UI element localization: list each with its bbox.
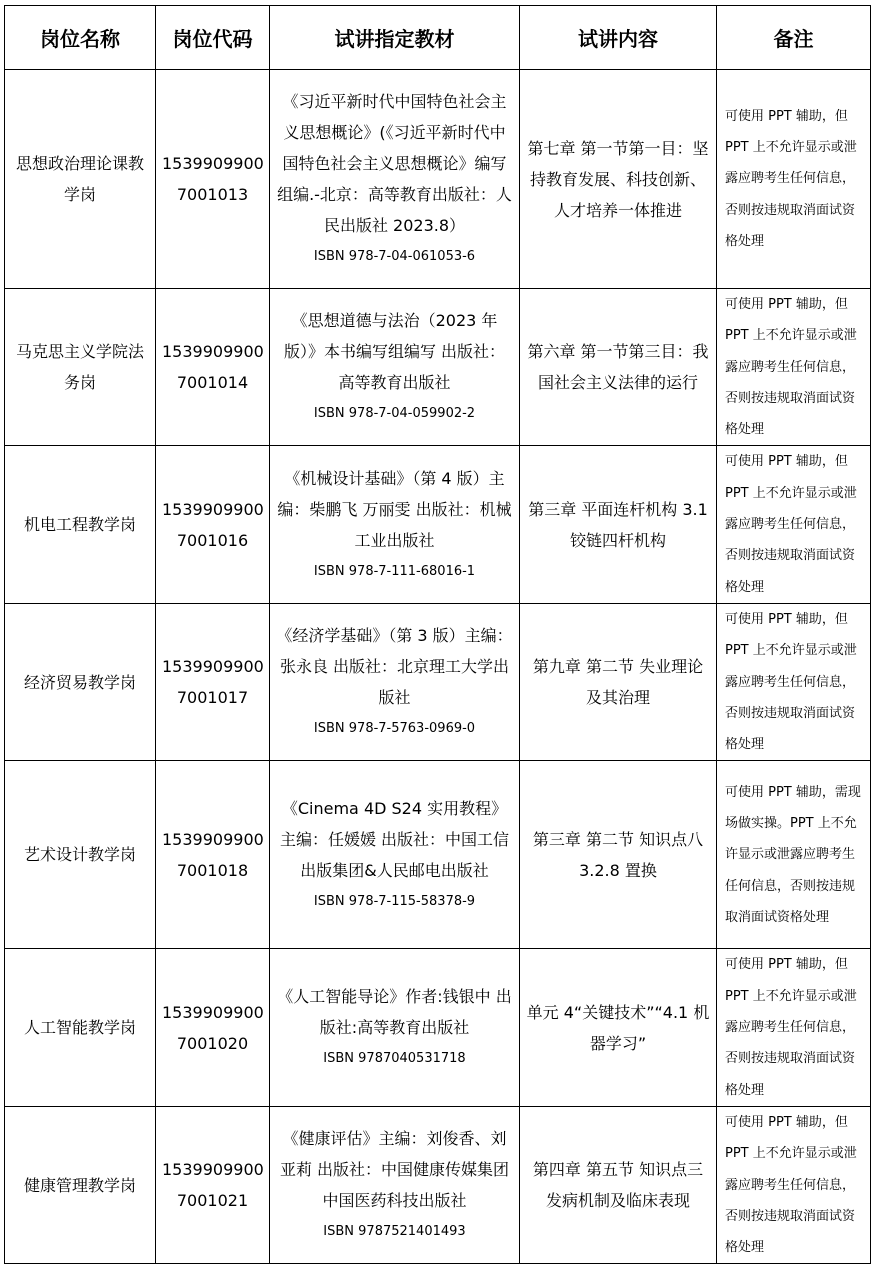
position-code-cell [156,603,270,760]
textbook-info: 《经济学基础》（第 3 版）主编：张永良 出版社：北京理工大学出版社 [276,626,513,708]
textbook-info: 《Cinema 4D S24 实用教程》主编：任媛媛 出版社：中国工信出版集团&人民邮电出版社 [279,798,510,880]
position-code-cell [156,289,270,446]
position-name-cell [5,949,156,1106]
lecture-content: 第四章 第五节 知识点三 发病机制及临床表现 [532,1160,704,1211]
table-row [5,289,871,446]
textbook-info: 《机械设计基础》（第 4 版）主编：柴鹏飞 万丽雯 出版社：机械工业出版社 [277,468,512,550]
remarks-cell [717,70,871,289]
textbook-info: 《健康评估》主编：刘俊香、刘亚莉 出版社：中国健康传媒集团中国医药科技出版社 [279,1129,510,1211]
lecture-content-cell [520,446,717,603]
position-name: 经济贸易教学岗 [23,672,136,692]
position-code-line: 1539909900 [162,657,264,677]
position-name-cell [5,1106,156,1263]
position-name: 思想政治理论课教学岗 [15,154,144,204]
position-code-line: 7001017 [176,688,249,708]
position-code-line: 7001013 [176,185,249,204]
position-code-line: 7001020 [176,1033,249,1053]
position-code-cell [156,70,270,289]
header-row [5,6,871,70]
position-code-line: 1539909900 [162,829,264,849]
position-code-line: 1539909900 [162,1160,264,1180]
remarks-cell [717,761,871,949]
header-lecture-content: 试讲内容 [520,6,717,70]
position-name: 健康管理教学岗 [23,1175,136,1195]
position-name-cell [5,446,156,603]
lecture-content-cell [520,70,717,289]
position-code-line: 1539909900 [162,154,264,173]
position-code-cell [156,949,270,1106]
textbook-isbn: ISBN 978-7-04-061053-6 [313,249,476,264]
position-name-cell [5,289,156,446]
position-code-line: 1539909900 [162,1002,264,1022]
remarks-text: 可使用 PPT 辅助，但 PPT 上不允许显示或泄露应聘考生任何信息，否则按违规取消面试资格处理 [725,108,857,249]
position-name-cell [5,70,156,289]
lecture-content-cell [520,603,717,760]
header-textbook: 试讲指定教材 [270,6,520,70]
position-code-cell [156,446,270,603]
position-name: 机电工程教学岗 [23,515,136,535]
textbook-cell [270,1106,520,1263]
position-name: 马克思主义学院法务岗 [15,342,144,393]
textbook-isbn: ISBN 9787521401493 [323,1224,466,1240]
textbook-cell [270,603,520,760]
remarks-text: 可使用 PPT 辅助，但 PPT 上不允许显示或泄露应聘考生任何信息，否则按违规取消面试资格处理 [725,454,857,595]
textbook-info: 《人工智能导论》作者:钱银中 出版社:高等教育出版社 [277,987,512,1038]
textbook-cell [270,70,520,289]
textbook-cell [270,289,520,446]
lecture-content-cell [520,1106,717,1263]
lecture-content: 第三章 第二节 知识点八 3.2.8 置换 [532,829,704,880]
table-row [5,949,871,1106]
textbook-cell [270,761,520,949]
textbook-isbn: ISBN 978-7-111-68016-1 [313,563,476,579]
remarks-cell [717,446,871,603]
lecture-content-cell [520,289,717,446]
textbook-isbn: ISBN 978-7-5763-0969-0 [313,721,476,737]
position-name: 人工智能教学岗 [23,1018,136,1038]
lecture-content: 单元 4“关键技术”“4.1 机器学习” [526,1002,710,1053]
position-name-cell [5,603,156,760]
textbook-cell [270,446,520,603]
textbook-info: 《习近平新时代中国特色社会主义思想概论》(《习近平新时代中国特色社会主义思想概论》编写组编.-北京：高等教育出版社：人民出版社 2023.8） [277,92,512,235]
remarks-cell [717,1106,871,1263]
table-row [5,1106,871,1263]
position-code-line: 1539909900 [162,342,264,362]
lecture-content: 第三章 平面连杆机构 3.1 铰链四杆机构 [528,499,708,550]
recruitment-table [4,5,871,1264]
remarks-text: 可使用 PPT 辅助，但 PPT 上不允许显示或泄露应聘考生任何信息，否则按违规取消面试资格处理 [725,957,857,1098]
remarks-cell [717,949,871,1106]
textbook-isbn: ISBN 978-7-04-059902-2 [313,406,476,422]
position-code-line: 1539909900 [162,499,264,519]
position-code-line: 7001014 [176,373,249,393]
table-row [5,70,871,289]
position-code-cell [156,761,270,949]
position-code-cell [156,1106,270,1263]
position-code-line: 7001016 [176,530,249,550]
textbook-isbn: ISBN 9787040531718 [323,1051,466,1067]
position-code-line: 7001021 [176,1191,249,1211]
lecture-content-cell [520,949,717,1106]
lecture-content: 第九章 第二节 失业理论及其治理 [532,657,704,708]
header-remarks: 备注 [717,6,871,70]
table-row [5,761,871,949]
textbook-cell [270,949,520,1106]
remarks-text: 可使用 PPT 辅助，但 PPT 上不允许显示或泄露应聘考生任何信息，否则按违规取消面试资格处理 [725,1114,857,1256]
remarks-cell [717,603,871,760]
lecture-content: 第六章 第一节第三目：我国社会主义法律的运行 [527,342,709,393]
position-name: 艺术设计教学岗 [23,845,136,865]
lecture-content: 第七章 第一节第一目：坚持教育发展、科技创新、人才培养一体推进 [527,138,709,220]
table-row [5,446,871,603]
remarks-text: 可使用 PPT 辅助，需现场做实操。PPT 上不允许显示或泄露应聘考生任何信息，否则按违规取消面试资格处理 [725,784,861,925]
position-code-line: 7001018 [176,860,249,880]
remarks-text: 可使用 PPT 辅助，但 PPT 上不允许显示或泄露应聘考生任何信息，否则按违规取消面试资格处理 [725,611,857,753]
position-name-cell [5,761,156,949]
header-position-code: 岗位代码 [156,6,270,70]
table-row [5,603,871,760]
remarks-text: 可使用 PPT 辅助，但 PPT 上不允许显示或泄露应聘考生任何信息，否则按违规取消面试资格处理 [725,297,857,438]
textbook-info: 《思想道德与法治（2023 年版）》本书编写组编写 出版社：高等教育出版社 [283,311,506,393]
remarks-cell [717,289,871,446]
textbook-isbn: ISBN 978-7-115-58378-9 [313,893,476,909]
header-position-name: 岗位名称 [5,6,156,70]
lecture-content-cell [520,761,717,949]
